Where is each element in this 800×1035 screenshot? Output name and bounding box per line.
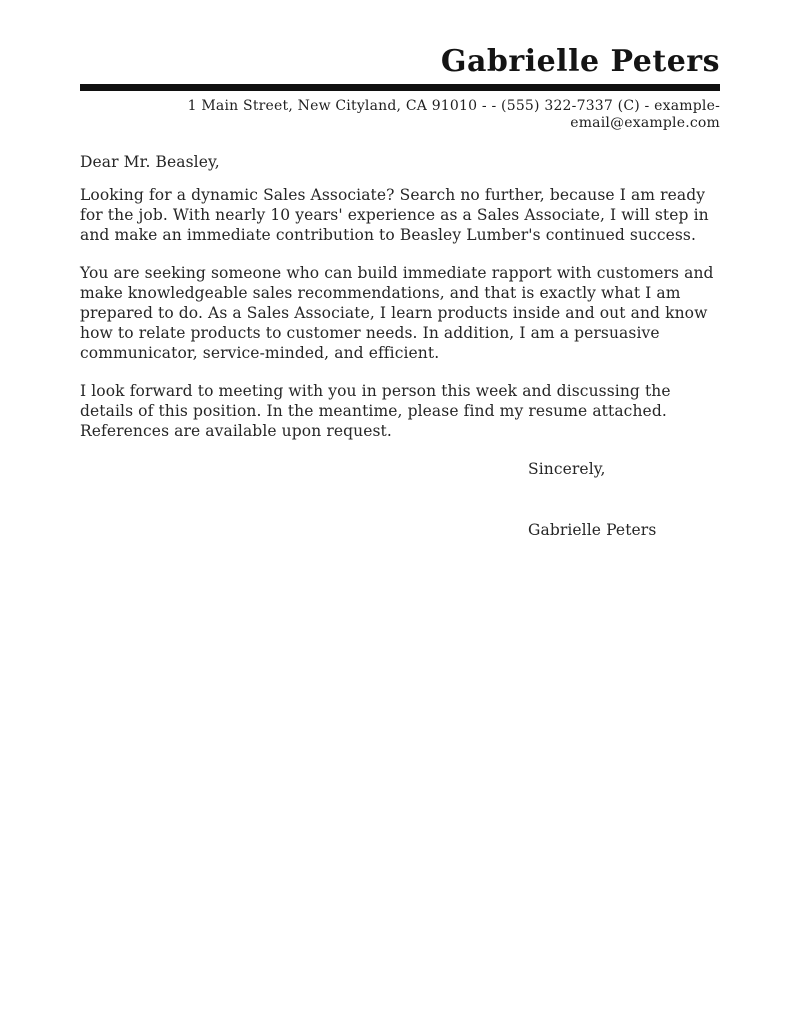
paragraph-closing-request: I look forward to meeting with you in person this week and discussing the details of this position. In the meantime, please find my resume attached. References are available upon request. — [80, 381, 671, 440]
header-name: Gabrielle Peters — [440, 44, 720, 79]
paragraph-qualifications: You are seeking someone who can build immediate rapport with customers and make knowledgeable sales recommendations, and that is exactly what I am prepared to do. As a Sales Associate, I learn products inside and out and know how to relate products to customer needs. In addition, I am a persuasive communicator, service-minded, and efficient. — [80, 263, 714, 362]
closing-salutation: Sincerely, — [528, 459, 606, 478]
paragraph-intro: Looking for a dynamic Sales Associate? Search no further, because I am ready for the job. With nearly 10 years' experience as a Sales Associate, I will step in and make an immediate contribution to Beasley Lumber's continued success. — [80, 185, 709, 244]
contact-info: 1 Main Street, New Cityland, CA 91010 - - (555) 322-7337 (C) - example-email@example.com — [187, 98, 720, 131]
signature-name: Gabrielle Peters — [528, 520, 657, 539]
header-double-rule — [80, 84, 720, 91]
letter-content — [80, 0, 720, 540]
salutation: Dear Mr. Beasley, — [80, 152, 220, 171]
closing-block — [528, 459, 720, 540]
letter-body — [80, 152, 720, 540]
